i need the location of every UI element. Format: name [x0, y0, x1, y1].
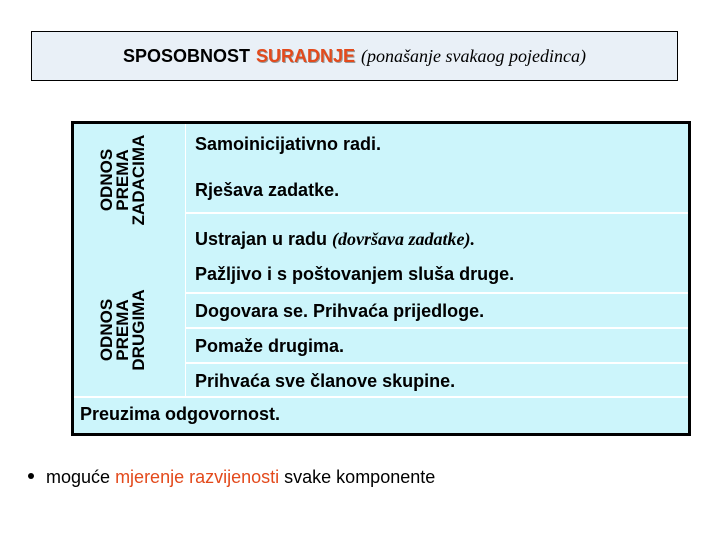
group-drugima-line3: DRUGIMA: [129, 289, 148, 371]
row-ustrajan-note: (dovršava zadatke).: [332, 229, 476, 249]
row-divider: [186, 212, 688, 214]
title-part3: (ponašanje svakaog pojedinca): [361, 45, 586, 66]
group-label-drugima: [78, 285, 168, 375]
group-drugima-line2: PREMA: [113, 299, 132, 361]
group-zadacima-line3: ZADACIMA: [129, 134, 148, 226]
row-pomaze: Pomaže drugima.: [195, 336, 345, 356]
group-zadacima-line2: PREMA: [113, 149, 132, 211]
bullet-item: [28, 467, 435, 488]
row-pazljivo: Pažljivo i s poštovanjem sluša druge.: [195, 264, 515, 284]
row-preuzima: Preuzima odgovornost.: [80, 404, 281, 424]
bullet-icon: [28, 473, 34, 479]
row-divider: [186, 327, 688, 329]
title-box: [31, 31, 678, 81]
row-samoinicijativno: Samoinicijativno radi.: [195, 134, 382, 154]
bullet-part3: svake komponente: [284, 467, 436, 487]
row-ustrajan: [195, 229, 475, 250]
row-divider: [186, 292, 688, 294]
row-divider: [74, 396, 688, 398]
title-part1: SPOSOBNOST: [122, 45, 251, 66]
row-dogovara: Dogovara se. Prihvaća prijedloge.: [195, 301, 485, 321]
row-prihvaca: Prihvaća sve članove skupine.: [195, 371, 456, 391]
row-rjesava-zadatke: Rješava zadatke.: [195, 180, 340, 200]
group-zadacima-line1: ODNOS: [97, 148, 116, 212]
row-ustrajan-text: Ustrajan u radu: [195, 229, 328, 249]
group-drugima-line1: ODNOS: [97, 298, 116, 362]
bullet-part2: mjerenje razvijenosti: [115, 467, 280, 487]
group-label-zadacima: [78, 135, 168, 225]
title-part2: SURADNJE: [256, 45, 356, 66]
bullet-part1: moguće: [46, 467, 111, 487]
column-divider: [185, 124, 186, 396]
row-divider: [186, 362, 688, 364]
